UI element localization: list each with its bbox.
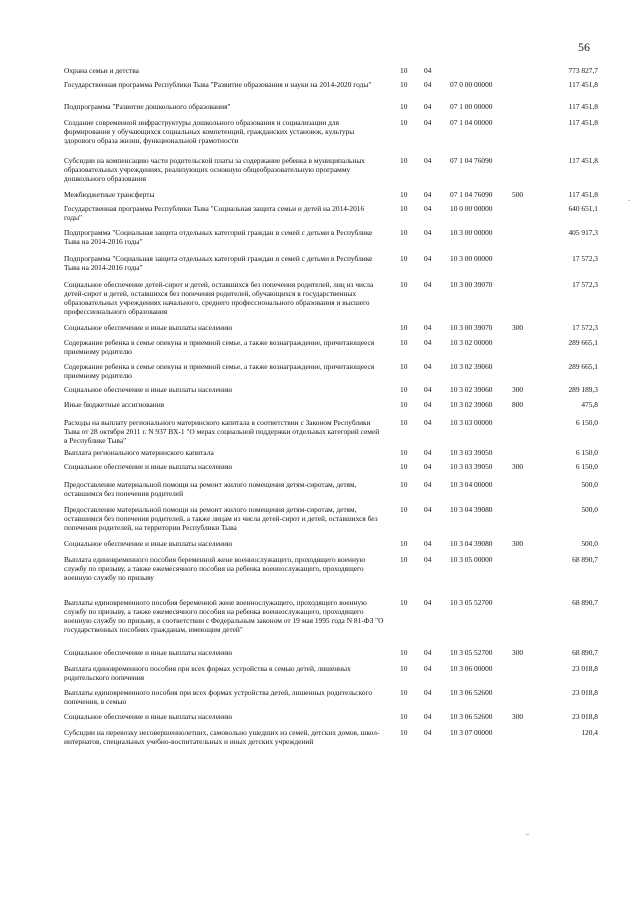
amount: 289 189,3	[568, 385, 598, 394]
amount: 117 451,8	[568, 102, 598, 111]
target-article-code: 10 3 00 39070	[450, 280, 493, 289]
section-code: 10	[400, 400, 408, 409]
subsection-code: 04	[424, 80, 432, 89]
row-name: Выплаты единовременного пособия беременной жене военнослужащего, проходящего военную службу по призыву, а также ежемесячного пособия на ребенка военнослужащего, проходящего военную службу по призыву, в соответствии с Федеральным законом от 19 мая 1995 года N 81-ФЗ "О государственных пособиях гражданам, имеющим детей"	[64, 598, 384, 634]
section-code: 10	[400, 156, 408, 165]
row-name: Создание современной инфраструктуры дошкольного образования и социализации для формирования у обучающихся социальных компетенций, гражданских установок, культуры здорового образа жизни, функциональной грамотности	[64, 118, 355, 145]
section-code: 10	[400, 712, 408, 721]
section-code: 10	[400, 385, 408, 394]
section-code: 10	[400, 648, 408, 657]
row-name: Охрана семьи и детства	[64, 66, 139, 75]
section-code: 10	[400, 462, 408, 471]
row-name: Государственная программа Республики Тыва "Социальная защита семьи и детей на 2014-2016 годы"	[64, 204, 365, 222]
expense-type-code: 300	[512, 462, 524, 471]
expense-type-code: 500	[512, 190, 524, 199]
section-code: 10	[400, 728, 408, 737]
row-name: Государственная программа Республики Тыва "Развитие образования и науки на 2014-2020 годы"	[64, 80, 372, 89]
amount: 289 665,1	[568, 338, 598, 347]
target-article-code: 10 3 00 00000	[450, 228, 493, 237]
target-article-code: 07 1 04 76090	[450, 156, 493, 165]
target-article-code: 10 3 04 00000	[450, 480, 493, 489]
row-name: Социальное обеспечение и иные выплаты населению	[64, 712, 233, 721]
amount: 500,0	[581, 539, 598, 548]
target-article-code: 07 1 00 00000	[450, 102, 493, 111]
subsection-code: 04	[424, 480, 432, 489]
amount: 120,4	[581, 728, 598, 737]
expense-type-code: 300	[512, 712, 524, 721]
section-code: 10	[400, 448, 408, 457]
subsection-code: 04	[424, 280, 432, 289]
target-article-code: 10 3 00 00000	[450, 254, 493, 263]
target-article-code: 10 3 05 00000	[450, 555, 493, 564]
subsection-code: 04	[424, 66, 432, 75]
section-code: 10	[400, 190, 408, 199]
row-name: Социальное обеспечение и иные выплаты населению	[64, 539, 233, 548]
section-code: 10	[400, 80, 408, 89]
subsection-code: 04	[424, 712, 432, 721]
subsection-code: 04	[424, 254, 432, 263]
amount: 773 827,7	[568, 66, 598, 75]
row-name: Подпрограмма "Развитие дошкольного образования"	[64, 102, 231, 111]
section-code: 10	[400, 102, 408, 111]
target-article-code: 10 3 06 52600	[450, 712, 493, 721]
section-code: 10	[400, 204, 408, 213]
subsection-code: 04	[424, 118, 432, 127]
section-code: 10	[400, 688, 408, 697]
amount: 68 890,7	[572, 598, 598, 607]
target-article-code: 10 3 02 39060	[450, 385, 493, 394]
target-article-code: 10 3 07 00000	[450, 728, 493, 737]
amount: 6 150,0	[575, 462, 598, 471]
amount: 500,0	[581, 505, 598, 514]
target-article-code: 07 1 04 76090	[450, 190, 493, 199]
target-article-code: 10 3 02 39060	[450, 362, 493, 371]
target-article-code: 10 3 06 52600	[450, 688, 493, 697]
amount: 68 890,7	[572, 648, 598, 657]
section-code: 10	[400, 555, 408, 564]
amount: 6 150,0	[575, 418, 598, 427]
expense-type-code: 300	[512, 323, 524, 332]
row-name: Социальное обеспечение и иные выплаты населению	[64, 648, 233, 657]
amount: 117 451,8	[568, 80, 598, 89]
expense-type-code: 300	[512, 385, 524, 394]
section-code: 10	[400, 362, 408, 371]
row-name: Субсидии на компенсацию части родительской платы за содержание ребенка в муниципальных образовательных учреждениях, реализующих основную общеобразовательную программу дошкольного образования	[64, 156, 366, 183]
amount: 405 917,3	[568, 228, 598, 237]
row-name: Предоставление материальной помощи на ремонт жилого помещения детям-сиротам, детям, оставшимся без попечения родителей	[64, 480, 357, 498]
subsection-code: 04	[424, 728, 432, 737]
subsection-code: 04	[424, 338, 432, 347]
scan-mark	[526, 834, 529, 835]
amount: 500,0	[581, 480, 598, 489]
row-name: Подпрограмма "Социальная защита отдельных категорий граждан и семей с детьми в Республике Тыва на 2014-2016 годы"	[64, 254, 373, 272]
subsection-code: 04	[424, 539, 432, 548]
subsection-code: 04	[424, 362, 432, 371]
subsection-code: 04	[424, 228, 432, 237]
row-name: Предоставление материальной помощи на ремонт жилого помещения детям-сиротам, детям, оставшимся без попечения родителей, а также лицам из числа детей-сирот и детей, оставшихся без попечения родителей, на территории Республики Тыва	[64, 505, 378, 532]
section-code: 10	[400, 539, 408, 548]
row-name: Социальное обеспечение и иные выплаты населению	[64, 385, 233, 394]
section-code: 10	[400, 323, 408, 332]
target-article-code: 10 3 04 39080	[450, 505, 493, 514]
target-article-code: 10 3 06 00000	[450, 664, 493, 673]
target-article-code: 10 3 03 00000	[450, 418, 493, 427]
row-name: Социальное обеспечение и иные выплаты населению	[64, 462, 233, 471]
subsection-code: 04	[424, 598, 432, 607]
target-article-code: 10 3 00 39070	[450, 323, 493, 332]
subsection-code: 04	[424, 555, 432, 564]
subsection-code: 04	[424, 323, 432, 332]
row-name: Выплата единовременного пособия беременной жене военнослужащего, проходящего военную службу по призыву, а также ежемесячного пособия на ребенка военнослужащего, проходящего военную службу по призыву	[64, 555, 366, 582]
amount: 23 018,8	[572, 712, 598, 721]
row-name: Расходы на выплату регионального материнского капитала в соответствии с Законом Республики Тыва от 28 октября 2011 г. N 937 ВХ-1 "О мерах социальной поддержки отдельных категорий семей в Республике Тыва"	[64, 418, 380, 445]
target-article-code: 10 0 00 00000	[450, 204, 493, 213]
target-article-code: 10 3 03 39050	[450, 462, 493, 471]
section-code: 10	[400, 664, 408, 673]
subsection-code: 04	[424, 688, 432, 697]
row-name: Содержание ребенка в семье опекуна и приемной семье, а также вознаграждение, причитающееся приемному родителю	[64, 338, 375, 356]
subsection-code: 04	[424, 156, 432, 165]
target-article-code: 10 3 02 39060	[450, 400, 493, 409]
page-number: 56	[578, 40, 590, 54]
target-article-code: 10 3 05 52700	[450, 648, 493, 657]
subsection-code: 04	[424, 462, 432, 471]
subsection-code: 04	[424, 190, 432, 199]
target-article-code: 10 3 02 00000	[450, 338, 493, 347]
expense-type-code: 300	[512, 539, 524, 548]
target-article-code: 07 1 04 00000	[450, 118, 493, 127]
target-article-code: 10 3 03 39050	[450, 448, 493, 457]
subsection-code: 04	[424, 664, 432, 673]
row-name: Содержание ребенка в семье опекуна и приемной семье, а также вознаграждение, причитающееся приемному родителю	[64, 362, 375, 380]
section-code: 10	[400, 598, 408, 607]
section-code: 10	[400, 66, 408, 75]
amount: 17 572,3	[572, 323, 598, 332]
target-article-code: 10 3 05 52700	[450, 598, 493, 607]
amount: 17 572,3	[572, 280, 598, 289]
expense-type-code: 300	[512, 648, 524, 657]
amount: 23 018,8	[572, 664, 598, 673]
subsection-code: 04	[424, 448, 432, 457]
amount: 6 150,0	[575, 448, 598, 457]
target-article-code: 07 0 00 00000	[450, 80, 493, 89]
section-code: 10	[400, 118, 408, 127]
amount: 17 572,3	[572, 254, 598, 263]
subsection-code: 04	[424, 204, 432, 213]
amount: 475,8	[581, 400, 598, 409]
row-name: Субсидии на перевозку несовершеннолетних, самовольно ушедших из семей, детских домов, школ-интернатов, специальных учебно-воспитательных и иных детских учреждений	[64, 728, 380, 746]
row-name: Межбюджетные трансферты	[64, 190, 155, 199]
row-name: Иные бюджетные ассигнования	[64, 400, 165, 409]
section-code: 10	[400, 228, 408, 237]
row-name: Выплата регионального материнского капитала	[64, 448, 214, 457]
row-name: Социальное обеспечение и иные выплаты населению	[64, 323, 233, 332]
amount: 117 451,8	[568, 156, 598, 165]
scan-mark	[628, 200, 630, 201]
subsection-code: 04	[424, 505, 432, 514]
row-name: Подпрограмма "Социальная защита отдельных категорий граждан и семей с детьми в Республике Тыва на 2014-2016 годы"	[64, 228, 373, 246]
row-name: Социальное обеспечение детей-сирот и детей, оставшихся без попечения родителей, лиц из числа детей-сирот и детей, оставшихся без попечения родителей, обучающихся в государственных образовательных учреждениях начального, среднего профессионального образования и высшего профессионального образования	[64, 280, 374, 316]
target-article-code: 10 3 04 39080	[450, 539, 493, 548]
subsection-code: 04	[424, 648, 432, 657]
amount: 117 451,8	[568, 118, 598, 127]
amount: 117 451,8	[568, 190, 598, 199]
amount: 289 665,1	[568, 362, 598, 371]
section-code: 10	[400, 280, 408, 289]
row-name: Выплата единовременного пособия при всех формах устройства в семью детей, лишенных родительского попечения	[64, 664, 351, 682]
expense-type-code: 800	[512, 400, 524, 409]
section-code: 10	[400, 505, 408, 514]
row-name: Выплаты единовременного пособия при всех формах устройства детей, лишенных родительского попечения, в семью	[64, 688, 373, 706]
amount: 640 651,1	[568, 204, 598, 213]
amount: 23 018,8	[572, 688, 598, 697]
subsection-code: 04	[424, 385, 432, 394]
section-code: 10	[400, 254, 408, 263]
subsection-code: 04	[424, 400, 432, 409]
subsection-code: 04	[424, 102, 432, 111]
amount: 68 890,7	[572, 555, 598, 564]
section-code: 10	[400, 480, 408, 489]
subsection-code: 04	[424, 418, 432, 427]
section-code: 10	[400, 338, 408, 347]
section-code: 10	[400, 418, 408, 427]
